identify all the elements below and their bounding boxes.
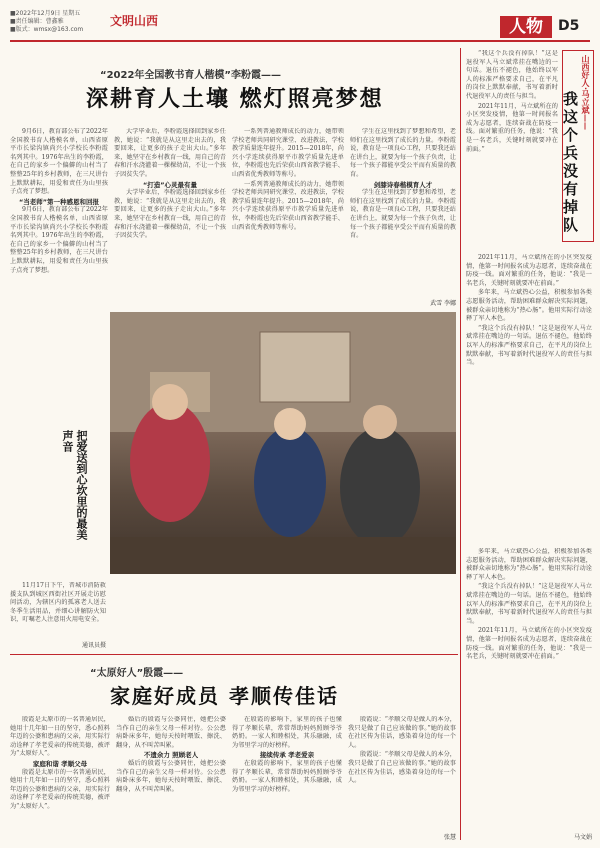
article3-byline: 马文娟 [573, 834, 592, 841]
article2-col3-text-b: 在殷霞的影响下，家里的孩子也懂得了孝顺长辈，常常帮助妈妈照顾爷爷奶奶。一家人和睦相处，其乐融融，成为邻里学习的好榜样。 [232, 759, 342, 793]
photo-credit: 通讯员摄 [81, 642, 106, 649]
article2-column-2 [116, 716, 226, 840]
article2-kicker: “太原好人”殷霞—— [90, 668, 184, 679]
section-divider [10, 654, 458, 655]
issue-date: ■2022年12月9日 星期五 [10, 10, 81, 17]
article3-col3-text: 多年来，马立斌热心公益，积极参加各类志愿服务活动，帮助困难群众解决实际问题，被群众亲切地称为“热心肠”。他用实际行动诠释了军人本色。 [466, 548, 592, 581]
article3-column-3 [466, 548, 592, 832]
news-photo [110, 312, 456, 574]
responsible-editor: ■责任编辑：曹鑫雅 [10, 18, 64, 25]
section-label: 人物 [500, 16, 552, 38]
article1-headline: 深耕育人土壤 燃灯照亮梦想 [86, 87, 384, 112]
newspaper-logo: 文明山西 [110, 14, 159, 28]
article1-subhead-1: “当老师”第一种感恩和回报 [18, 197, 100, 206]
article1-col2-text: 大学毕业后，李粉霞选择回到家乡任教，她说：“我就是从这里走出去的，我要回来，让更多的孩子走出大山。”多年来，她坚守在乡村教育一线，用自己的青春和汗水浇灌着一棵棵幼苗，不让一个孩子因贫失学。 [114, 128, 226, 178]
article2-subhead-1: 家庭和谐 孝顺父母 [32, 759, 88, 768]
page-number: D5 [558, 18, 580, 34]
article2-byline: 张慧 [443, 834, 456, 841]
article1-subhead-3: 剑膝诗春楷模育人才 [373, 180, 433, 189]
article1-column-4 [350, 128, 456, 300]
article1-subhead-2: “打造”心灵最有量 [142, 180, 198, 189]
article3-col1-text: “我这个兵没有掉队！”这是退役军人马立斌常挂在嘴边的一句话。退伍不褪色，他始终以军人的标准严格要求自己，在平凡的岗位上默默奉献，书写着新时代退役军人的责任与担当。 [466, 50, 558, 100]
article3-title-box [562, 50, 594, 242]
photo-caption-body: 11月17日下午，晋城市消防救援支队到城区西街社区开展走访慰问活动，为辖区内的孤寡老人送去冬季生活用品，并细心讲解防火知识，叮嘱老人注意用火用电安全。 [10, 582, 106, 624]
article1-col2-text-b: 大学毕业后，李粉霞选择回到家乡任教，她说：“我就是从这里走出去的，我要回来，让更多的孩子走出大山。”多年来，她坚守在乡村教育一线，用自己的青春和汗水浇灌着一棵棵幼苗，不让一个孩子因贫失学。 [114, 189, 226, 240]
photo-caption-text [10, 582, 106, 638]
article3-column-1 [466, 50, 558, 250]
article2-col1-text-b: 殷霞是太原市的一名普通居民，她用十几年如一日的坚守，悉心照料年迈的公婆和患病的父亲，用实际行动诠释了孝老爱亲的传统美德，被评为“太原好人”。 [10, 768, 110, 810]
article3-col1-text-b: 2021年11月，马立斌所在的小区突发疫情，他第一时间报名成为志愿者，连续奋战在防疫一线。面对繁重的任务，他说：“我是一名老兵，关键时刻就要冲在前面。” [466, 102, 558, 153]
article1-col1-text: 9月6日，教育部公布了2022年全国教书育人楷模名单，山西省原平市长梁沟镇尚兴小学校长李粉霞名列其中。1976年出生的李粉霞，在自己的家乡一个偏僻的山村当了整整25年的乡村教师，在三尺讲台上默默耕耘，用爱和责任为山里孩子点亮了梦想。 [10, 128, 108, 196]
article2-subhead-3: 接续传承 孝老爱亲 [259, 751, 315, 760]
article3-column-2 [466, 254, 592, 544]
photo-scene-illustration [110, 312, 456, 574]
article1-column-1 [10, 128, 108, 430]
article2-col2-text: 婚后的殷霞与公婆同住，她把公婆当作自己的亲生父母一样对待。公公患病卧床多年，她每天按时喂饭、擦洗、翻身，从不叫苦叫累。 [116, 716, 226, 749]
article2-subhead-2: 不遗余力 照顾老人 [143, 751, 199, 760]
article2-column-4 [348, 716, 456, 832]
article1-col1-text-b: 9月6日，教育部公布了2022年全国教书育人楷模名单，山西省原平市长梁沟镇尚兴小学校长李粉霞名列其中。1976年出生的李粉霞，在自己的家乡一个偏僻的山村当了整整25年的乡村教师，在三尺讲台上默默耕耘，用爱和责任为山里孩子点亮了梦想。 [10, 206, 108, 274]
article3-col2-text-b: 多年来，马立斌热心公益，积极参加各类志愿服务活动，帮助困难群众解决实际问题，被群众亲切地称为“热心肠”。他用实际行动诠释了军人本色。 [466, 289, 592, 323]
article2-col1-text: 殷霞是太原市的一名普通居民，她用十几年如一日的坚守，悉心照料年迈的公婆和患病的父亲，用实际行动诠释了孝老爱亲的传统美德，被评为“太原好人”。 [10, 716, 110, 758]
article1-col4-text-b: 学生在这里找到了梦想和希望，老师们在这里找到了成长的力量。李粉霞说，教育是一项良心工程，只要我还站在讲台上，就要为每一个孩子负责，让每一个孩子都能享受公平而有质量的教育。 [350, 189, 456, 240]
article1-col3-text: 一系列普通教师成长的动力，她带领学校老师共同研究课堂、改进教法，学校教学质量连年提升。2015—2018年，尚兴小学连续获得原平市教学质量先进单位，李粉霞也先后荣获山西省教学能手、山西省优秀教师等称号。 [232, 128, 344, 178]
article3-col2-text-c: “我这个兵没有掉队！”这是退役军人马立斌常挂在嘴边的一句话。退伍不褪色，他始终以军人的标准严格要求自己，在平凡的岗位上默默奉献，书写着新时代退役军人的责任与担当。 [466, 324, 592, 367]
article2-headline: 家庭好成员 孝顺传佳话 [110, 684, 339, 708]
article1-byline: 武雪 李娜 [430, 300, 456, 307]
header-rule [10, 40, 590, 42]
photo-caption-title-box [60, 430, 100, 550]
article1-col3-text-b: 一系列普通教师成长的动力，她带领学校老师共同研究课堂、改进教法，学校教学质量连年提升。2015—2018年，尚兴小学连续获得原平市教学质量先进单位，李粉霞也先后荣获山西省教学能手、山西省优秀教师等称号。 [232, 180, 344, 231]
article3-series: 山西好人·马立斌—— [581, 55, 590, 131]
article3-col3-text-b: “我这个兵没有掉队！”这是退役军人马立斌常挂在嘴边的一句话。退伍不褪色，他始终以军人的标准严格要求自己，在平凡的岗位上默默奉献，书写着新时代退役军人的责任与担当。 [466, 583, 592, 625]
article3-col3-text-c: 2021年11月，马立斌所在的小区突发疫情，他第一时间报名成为志愿者，连续奋战在防疫一线。面对繁重的任务，他说：“我是一名老兵，关键时刻就要冲在前面。” [466, 627, 592, 661]
article2-col4-text-b: 殷霞说：“孝顺父母是做人的本分，我只是做了自己应该做的事。”她的故事在社区传为佳话，感染着身边的每一个人。 [348, 751, 456, 785]
article3-headline: 我这个兵没有掉队 [561, 91, 579, 235]
photo-caption-title: 把爱送到心坎里的最美声音 [61, 430, 88, 540]
article2-col4-text: 殷霞说：“孝顺父母是做人的本分，我只是做了自己应该做的事。”她的故事在社区传为佳话，感染着身边的每一个人。 [348, 716, 456, 749]
editor-email: ■版式：wmsx@163.com [10, 26, 84, 33]
article2-col3-text: 在殷霞的影响下，家里的孩子也懂得了孝顺长辈，常常帮助妈妈照顾爷爷奶奶。一家人和睦相处，其乐融融，成为邻里学习的好榜样。 [232, 716, 342, 749]
article3-col2-text: 2021年11月，马立斌所在的小区突发疫情，他第一时间报名成为志愿者，连续奋战在防疫一线。面对繁重的任务，他说：“我是一名老兵，关键时刻就要冲在前面。” [466, 254, 592, 287]
article1-kicker: “2022年全国教书育人楷模”李粉霞—— [100, 70, 281, 81]
article2-column-3 [232, 716, 342, 840]
article1-col4-text: 学生在这里找到了梦想和希望，老师们在这里找到了成长的力量。李粉霞说，教育是一项良心工程，只要我还站在讲台上，就要为每一个孩子负责，让每一个孩子都能享受公平而有质量的教育。 [350, 128, 456, 178]
article2-column-1 [10, 716, 110, 840]
article2-col2-text-b: 婚后的殷霞与公婆同住，她把公婆当作自己的亲生父母一样对待。公公患病卧床多年，她每天按时喂饭、擦洗、翻身，从不叫苦叫累。 [116, 759, 226, 793]
column-divider [460, 48, 461, 840]
